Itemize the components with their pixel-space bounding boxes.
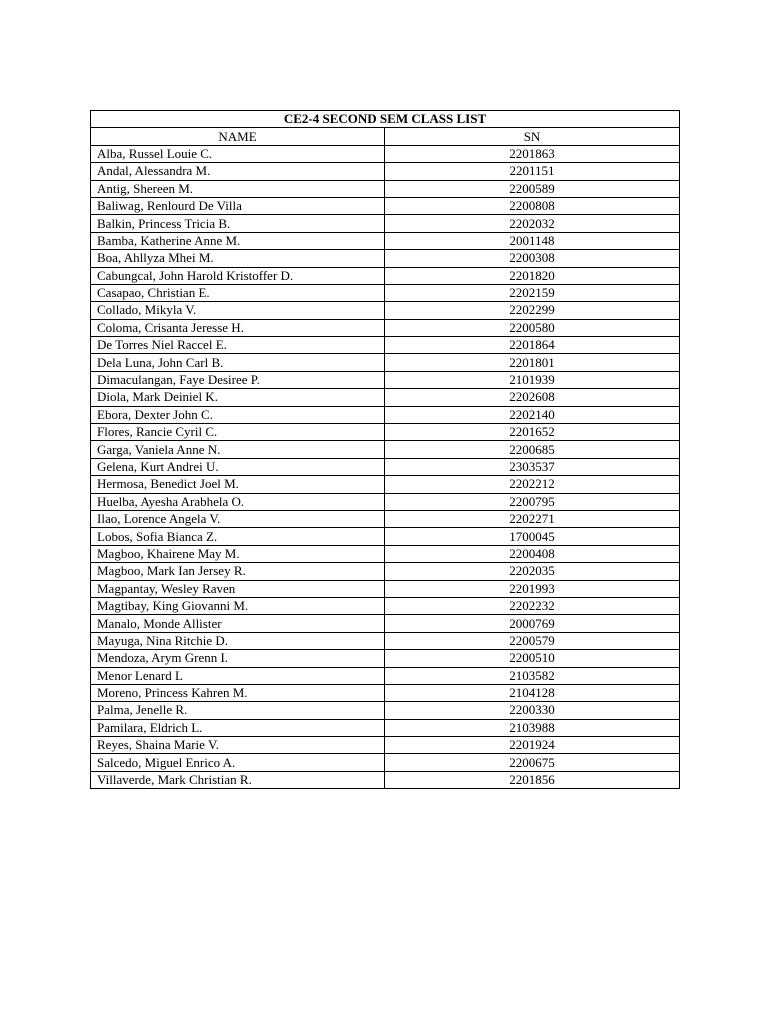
column-header-sn: SN xyxy=(385,128,680,145)
student-name-cell: Ebora, Dexter John C. xyxy=(91,406,385,423)
student-number-cell: 2001148 xyxy=(385,232,680,249)
student-name-cell: Dela Luna, John Carl B. xyxy=(91,354,385,371)
student-name-cell: Cabungcal, John Harold Kristoffer D. xyxy=(91,267,385,284)
student-name-cell: Diola, Mark Deiniel K. xyxy=(91,389,385,406)
student-name-cell: Huelba, Ayesha Arabhela O. xyxy=(91,493,385,510)
table-row xyxy=(91,632,680,649)
student-number-cell: 2202232 xyxy=(385,597,680,614)
student-number-cell: 2000769 xyxy=(385,615,680,632)
table-row xyxy=(91,667,680,684)
student-number-cell: 2201924 xyxy=(385,737,680,754)
student-name-cell: Antig, Shereen M. xyxy=(91,180,385,197)
student-number-cell: 2201993 xyxy=(385,580,680,597)
student-number-cell: 2202035 xyxy=(385,563,680,580)
student-name-cell: Menor Lenard L xyxy=(91,667,385,684)
student-number-cell: 2201863 xyxy=(385,145,680,162)
student-name-cell: Hermosa, Benedict Joel M. xyxy=(91,476,385,493)
column-header-name: NAME xyxy=(91,128,385,145)
student-number-cell: 2201801 xyxy=(385,354,680,371)
table-body xyxy=(91,145,680,788)
student-name-cell: Magpantay, Wesley Raven xyxy=(91,580,385,597)
student-number-cell: 2200330 xyxy=(385,702,680,719)
student-number-cell: 2202608 xyxy=(385,389,680,406)
student-name-cell: Pamilara, Eldrich L. xyxy=(91,719,385,736)
student-number-cell: 1700045 xyxy=(385,528,680,545)
title-row xyxy=(91,111,680,128)
student-name-cell: Bamba, Katherine Anne M. xyxy=(91,232,385,249)
class-list-table xyxy=(90,110,680,789)
table-row xyxy=(91,215,680,232)
student-number-cell: 2201820 xyxy=(385,267,680,284)
student-number-cell: 2200580 xyxy=(385,319,680,336)
table-row xyxy=(91,476,680,493)
table-row xyxy=(91,163,680,180)
student-name-cell: Palma, Jenelle R. xyxy=(91,702,385,719)
table-row xyxy=(91,771,680,788)
table-row xyxy=(91,267,680,284)
student-number-cell: 2103988 xyxy=(385,719,680,736)
table-row xyxy=(91,424,680,441)
student-name-cell: Dimaculangan, Faye Desiree P. xyxy=(91,371,385,388)
table-row xyxy=(91,650,680,667)
student-number-cell: 2201151 xyxy=(385,163,680,180)
table-row xyxy=(91,441,680,458)
student-name-cell: Baliwag, Renlourd De Villa xyxy=(91,197,385,214)
table-row xyxy=(91,493,680,510)
header-row xyxy=(91,128,680,145)
student-name-cell: Andal, Alessandra M. xyxy=(91,163,385,180)
table-row xyxy=(91,754,680,771)
student-number-cell: 2202271 xyxy=(385,510,680,527)
table-row xyxy=(91,719,680,736)
table-row xyxy=(91,232,680,249)
table-row xyxy=(91,684,680,701)
table-row xyxy=(91,319,680,336)
table-row xyxy=(91,145,680,162)
table-row xyxy=(91,615,680,632)
table-row xyxy=(91,510,680,527)
student-name-cell: Mendoza, Arym Grenn I. xyxy=(91,650,385,667)
table-row xyxy=(91,702,680,719)
student-name-cell: De Torres Niel Raccel E. xyxy=(91,337,385,354)
student-number-cell: 2101939 xyxy=(385,371,680,388)
student-number-cell: 2200808 xyxy=(385,197,680,214)
table-row xyxy=(91,371,680,388)
student-name-cell: Casapao, Christian E. xyxy=(91,284,385,301)
table-row xyxy=(91,406,680,423)
student-name-cell: Villaverde, Mark Christian R. xyxy=(91,771,385,788)
table-row xyxy=(91,302,680,319)
table-row xyxy=(91,197,680,214)
student-name-cell: Magtibay, King Giovanni M. xyxy=(91,597,385,614)
student-number-cell: 2200795 xyxy=(385,493,680,510)
student-number-cell: 2202140 xyxy=(385,406,680,423)
student-name-cell: Gelena, Kurt Andrei U. xyxy=(91,458,385,475)
table-row xyxy=(91,284,680,301)
student-name-cell: Mayuga, Nina Ritchie D. xyxy=(91,632,385,649)
table-row xyxy=(91,458,680,475)
table-row xyxy=(91,180,680,197)
student-number-cell: 2202212 xyxy=(385,476,680,493)
table-row xyxy=(91,528,680,545)
student-number-cell: 2303537 xyxy=(385,458,680,475)
student-name-cell: Boa, Ahllyza Mhei M. xyxy=(91,250,385,267)
student-name-cell: Manalo, Monde Allister xyxy=(91,615,385,632)
student-name-cell: Moreno, Princess Kahren M. xyxy=(91,684,385,701)
student-name-cell: Reyes, Shaina Marie V. xyxy=(91,737,385,754)
student-name-cell: Collado, Mikyla V. xyxy=(91,302,385,319)
student-number-cell: 2200685 xyxy=(385,441,680,458)
student-number-cell: 2103582 xyxy=(385,667,680,684)
student-number-cell: 2200408 xyxy=(385,545,680,562)
student-number-cell: 2200675 xyxy=(385,754,680,771)
student-name-cell: Lobos, Sofia Bianca Z. xyxy=(91,528,385,545)
table-row xyxy=(91,580,680,597)
student-name-cell: Magboo, Khairene May M. xyxy=(91,545,385,562)
student-number-cell: 2201856 xyxy=(385,771,680,788)
student-number-cell: 2202032 xyxy=(385,215,680,232)
student-name-cell: Salcedo, Miguel Enrico A. xyxy=(91,754,385,771)
table-title: CE2-4 SECOND SEM CLASS LIST xyxy=(91,111,680,128)
student-name-cell: Balkin, Princess Tricia B. xyxy=(91,215,385,232)
student-number-cell: 2202159 xyxy=(385,284,680,301)
student-name-cell: Ilao, Lorence Angela V. xyxy=(91,510,385,527)
student-number-cell: 2200510 xyxy=(385,650,680,667)
student-name-cell: Flores, Rancie Cyril C. xyxy=(91,424,385,441)
student-name-cell: Alba, Russel Louie C. xyxy=(91,145,385,162)
table-row xyxy=(91,250,680,267)
student-number-cell: 2200589 xyxy=(385,180,680,197)
student-number-cell: 2201864 xyxy=(385,337,680,354)
student-name-cell: Coloma, Crisanta Jeresse H. xyxy=(91,319,385,336)
table-row xyxy=(91,354,680,371)
table-row xyxy=(91,389,680,406)
table-row xyxy=(91,545,680,562)
table-row xyxy=(91,597,680,614)
student-name-cell: Garga, Vaniela Anne N. xyxy=(91,441,385,458)
student-number-cell: 2200579 xyxy=(385,632,680,649)
student-number-cell: 2104128 xyxy=(385,684,680,701)
table-row xyxy=(91,563,680,580)
table-row xyxy=(91,737,680,754)
student-number-cell: 2201652 xyxy=(385,424,680,441)
student-number-cell: 2200308 xyxy=(385,250,680,267)
table-row xyxy=(91,337,680,354)
student-number-cell: 2202299 xyxy=(385,302,680,319)
student-name-cell: Magboo, Mark Ian Jersey R. xyxy=(91,563,385,580)
